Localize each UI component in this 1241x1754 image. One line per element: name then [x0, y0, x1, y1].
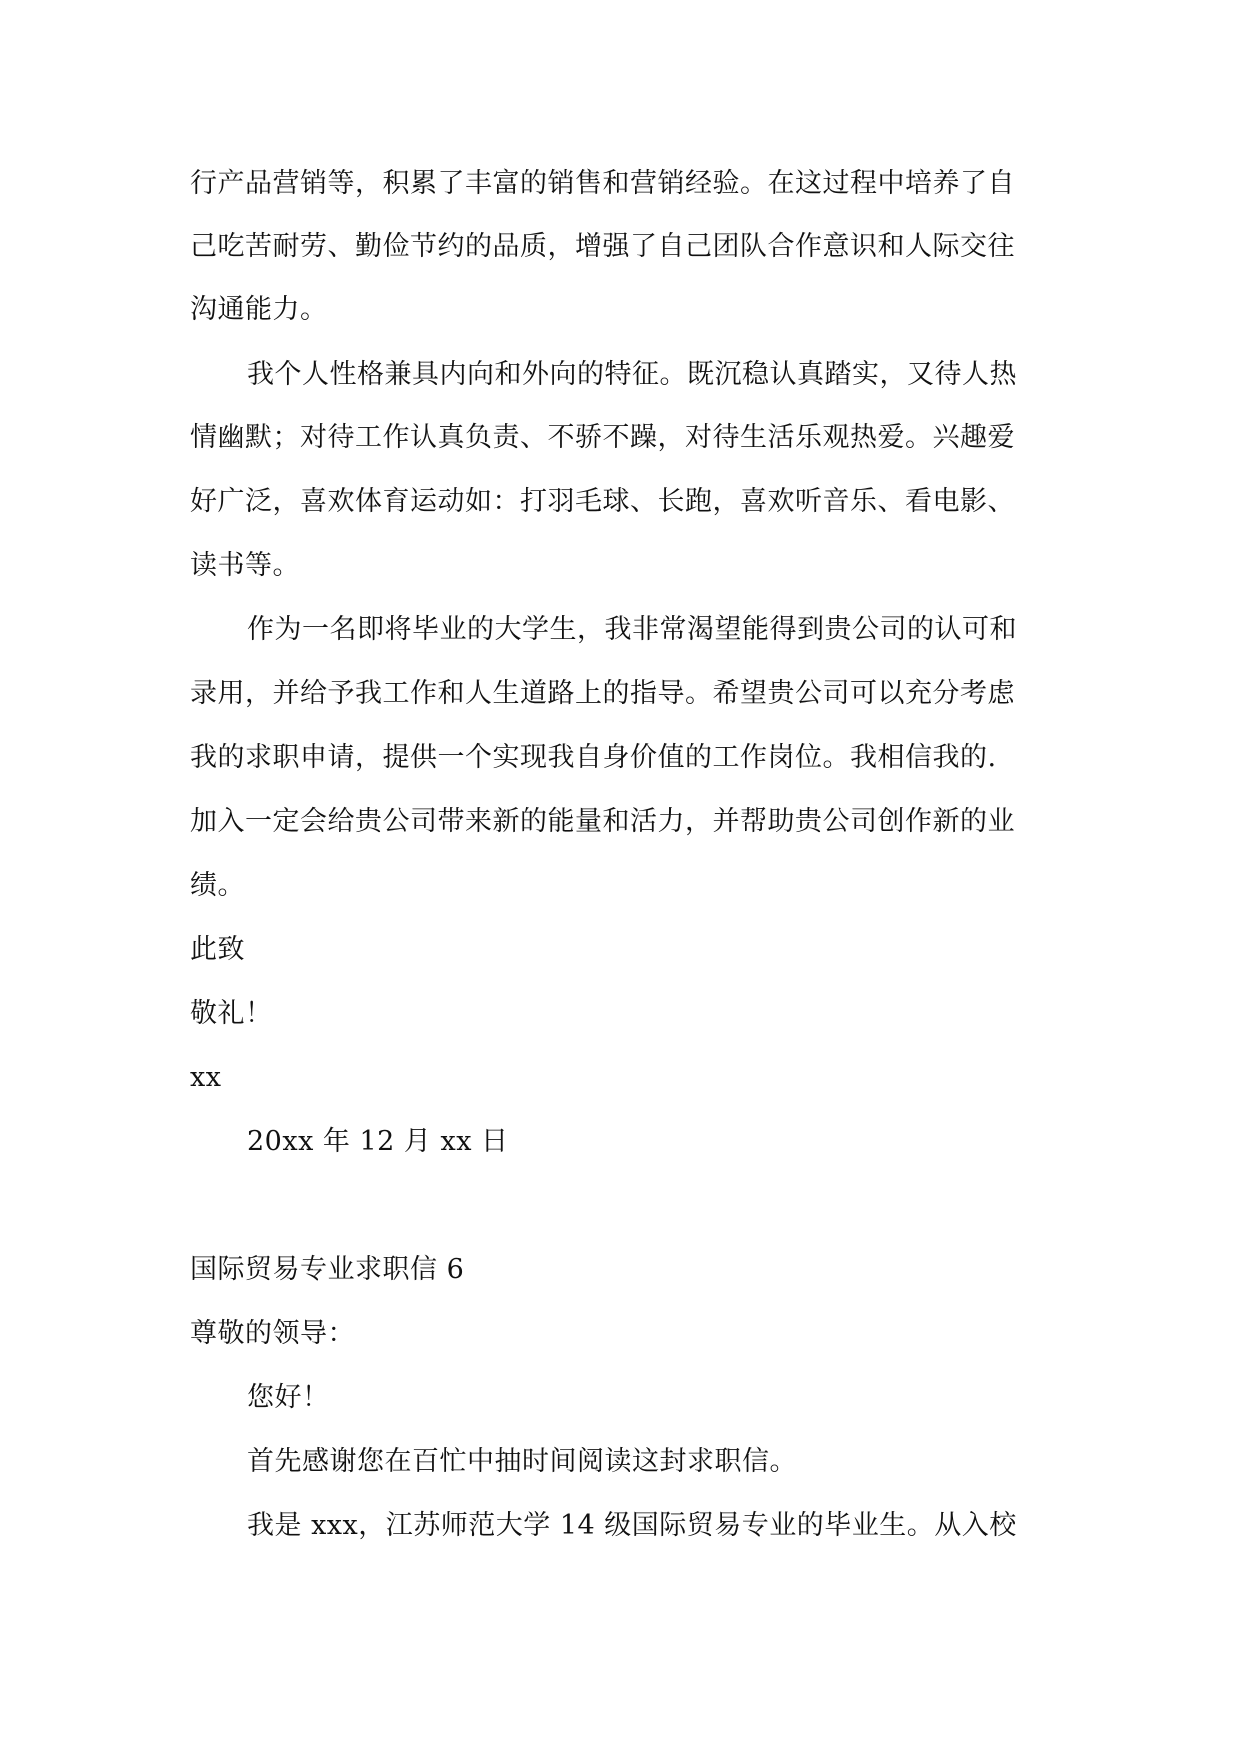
- closing-salutation: 敬礼！: [190, 998, 273, 1029]
- paragraph-line: 加入一定会给贵公司带来新的能量和活力，并帮助贵公司创作新的业: [190, 806, 1015, 837]
- paragraph-line: 行产品营销等，积累了丰富的销售和营销经验。在这过程中培养了自: [190, 168, 1015, 199]
- paragraph-line: 我个人性格兼具内向和外向的特征。既沉稳认真踏实，又待人热: [247, 359, 1017, 390]
- paragraph-line: 绩。: [190, 870, 245, 901]
- greeting: 您好！: [247, 1382, 330, 1413]
- paragraph-line: 首先感谢您在百忙中抽时间阅读这封求职信。: [247, 1446, 797, 1477]
- salutation: 尊敬的领导：: [190, 1318, 355, 1349]
- signature-date: 20xx 年 12 月 xx 日: [247, 1126, 509, 1157]
- closing-line: 此致: [190, 934, 245, 965]
- paragraph-line: 作为一名即将毕业的大学生，我非常渴望能得到贵公司的认可和: [247, 614, 1017, 645]
- paragraph-line: 情幽默；对待工作认真负责、不骄不躁，对待生活乐观热爱。兴趣爱: [190, 422, 1015, 453]
- paragraph-line: 好广泛，喜欢体育运动如：打羽毛球、长跑，喜欢听音乐、看电影、: [190, 486, 1015, 517]
- signature-name: xx: [190, 1062, 222, 1093]
- section-title: 国际贸易专业求职信 6: [190, 1254, 465, 1285]
- paragraph-line: 录用，并给予我工作和人生道路上的指导。希望贵公司可以充分考虑: [190, 678, 1015, 709]
- paragraph-line: 我的求职申请，提供一个实现我自身价值的工作岗位。我相信我的.: [190, 742, 997, 773]
- paragraph-line: 我是 xxx，江苏师范大学 14 级国际贸易专业的毕业生。从入校: [247, 1510, 1017, 1541]
- paragraph-line: 己吃苦耐劳、勤俭节约的品质，增强了自己团队合作意识和人际交往: [190, 231, 1015, 262]
- paragraph-line: 读书等。: [190, 550, 300, 581]
- paragraph-line: 沟通能力。: [190, 294, 328, 325]
